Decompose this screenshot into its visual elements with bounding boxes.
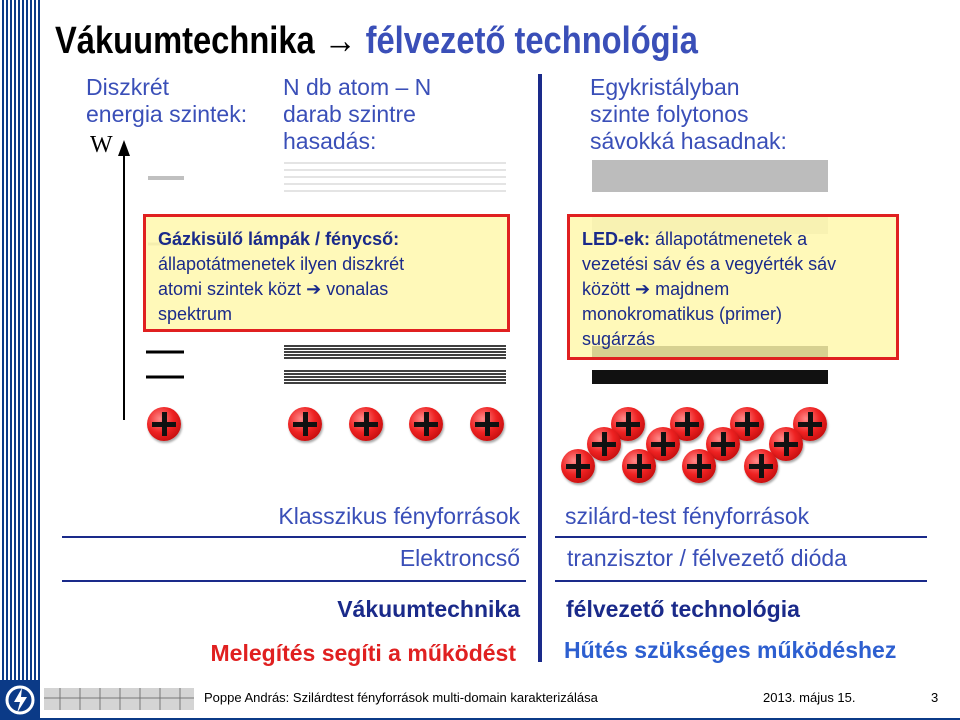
led-title: LED-ek: [582, 229, 651, 249]
vacuum-tube: Elektroncső [399, 545, 520, 571]
classic-light-sources: Klasszikus fényforrások [278, 503, 520, 529]
led-line1: állapotátmenetek a [655, 229, 808, 249]
crystal-bands-label: Egykristályban szinte folytonos sávokká hasadnak: [590, 74, 787, 154]
discrete-levels-label: Diszkrét energia szintek: [86, 74, 248, 127]
gas-discharge-line2: atomi szintek közt [158, 279, 302, 299]
title-part2: félvezető technológia [365, 20, 698, 62]
right-separator [555, 536, 927, 538]
vacuum-technology: Vákuumtechnika [337, 596, 520, 622]
page-number: 3 [931, 690, 939, 705]
gas-discharge-line1: állapotátmenetek ilyen diszkrét [158, 254, 405, 274]
positive-ion-icon [744, 449, 778, 483]
positive-ion-icon [409, 407, 443, 441]
led-line2: vezetési sáv és a vegyérték sáv [582, 254, 837, 274]
university-building-icon [44, 688, 194, 710]
n-atom-split-label: N db atom – N darab szintre hasadás: [283, 74, 432, 154]
gas-discharge-line4: spektrum [158, 304, 233, 324]
positive-ion-icon [349, 407, 383, 441]
left-separator [62, 580, 526, 582]
positive-ion-icon [561, 449, 595, 483]
positive-ion-icon [622, 449, 656, 483]
positive-ion-icon [470, 407, 504, 441]
positive-ion-icon [147, 407, 181, 441]
solid-state-light-sources: szilárd-test fényforrások [565, 503, 810, 529]
arrow-right-icon: ➔ [306, 279, 322, 299]
led-line3: között [582, 279, 631, 299]
gas-discharge-title: Gázkisülő lámpák / fénycső: [158, 229, 400, 249]
heating-note: Melegítés segíti a működést [210, 640, 516, 666]
led-line5: monokromatikus (primer) [582, 304, 783, 324]
gas-discharge-line3: vonalas [326, 279, 389, 299]
footer-author: Poppe András: Szilárdtest fényforrások multi-domain karakterizálása [204, 690, 598, 705]
led-line4: majdnem [655, 279, 730, 299]
semiconductor-technology: félvezető technológia [566, 596, 800, 622]
footer-date: 2013. május 15. [763, 690, 856, 705]
led-line6: sugárzás [582, 329, 656, 349]
arrow-right-icon: ➔ [635, 279, 651, 299]
transistor-diode: tranzisztor / félvezető dióda [567, 545, 847, 571]
gas-discharge-box [143, 214, 510, 332]
title-part1: Vákuumtechnika [55, 20, 315, 62]
left-separator [62, 536, 526, 538]
upper-band [592, 160, 828, 192]
cooling-note: Hűtés szükséges működéshez [564, 637, 897, 663]
axis-label: W [90, 132, 113, 158]
led-box [567, 214, 899, 360]
positive-ion-icon [288, 407, 322, 441]
title-arrow: → [323, 20, 357, 62]
positive-ion-icon [682, 449, 716, 483]
right-separator [555, 580, 927, 582]
axis-arrow-icon [118, 140, 130, 156]
